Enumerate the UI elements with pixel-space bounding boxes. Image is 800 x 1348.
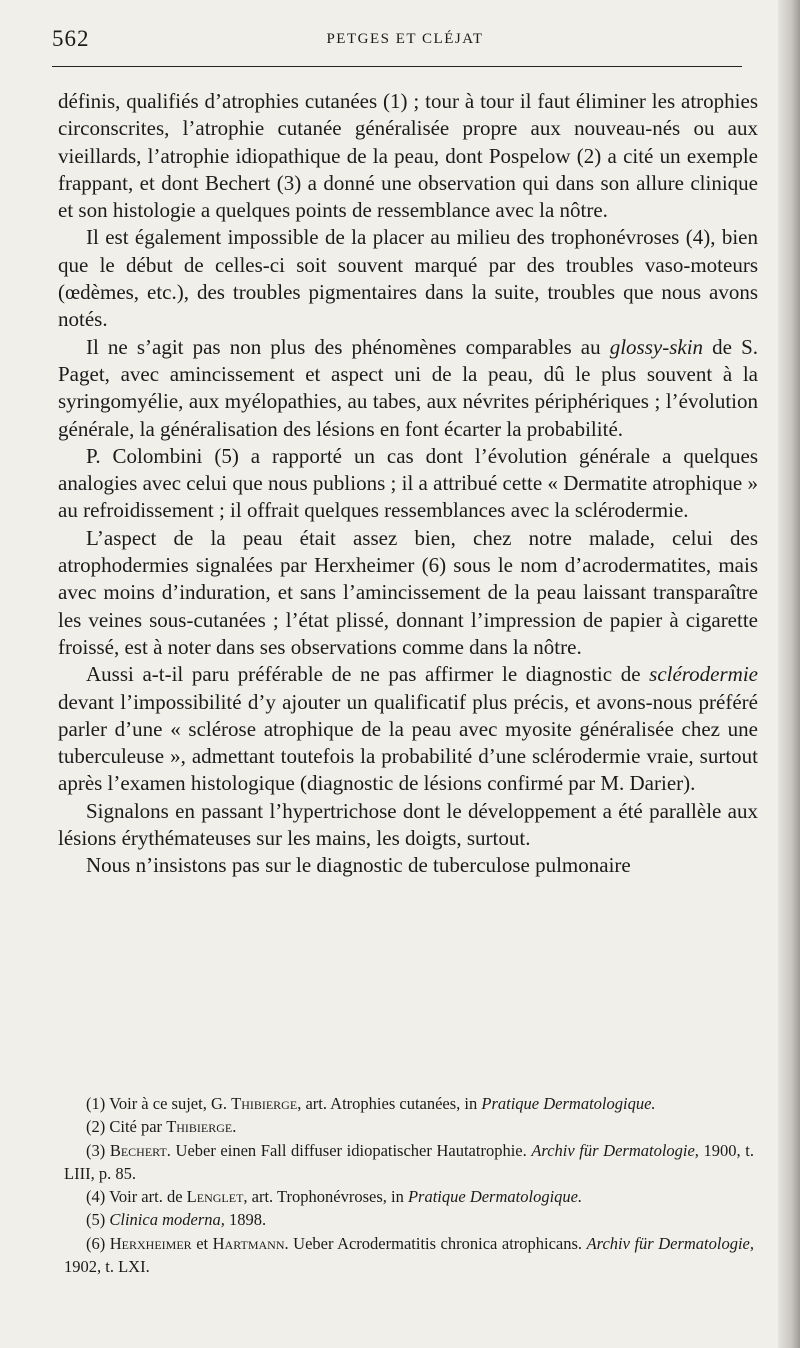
paragraph: Il ne s’agit pas non plus des phénomènes comparables au glossy-skin de S. Paget, avec amincissement et aspect uni de la peau, dû le plus souvent à la syringomyélie, aux myélopathies, au tabes, aux névrites périphériques ; l’évolution générale, la généralisation des lésions en font écarter la probabilité.	[58, 334, 758, 441]
footnote: (6) Herxheimer et Hartmann. Ueber Acrodermatitis chronica atrophicans. Archiv für Dermatologie, 1902, t. LXI.	[64, 1233, 754, 1277]
running-title: PETGES ET CLÉJAT	[326, 31, 484, 47]
footnote: (4) Voir art. de Lenglet, art. Trophonévroses, in Pratique Dermatologique.	[86, 1187, 583, 1207]
paragraph: L’aspect de la peau était assez bien, chez notre malade, celui des atrophodermies signalées par Herxheimer (6) sous le nom d’acrodermatites, mais avec moins d’induration, et sans l’amincissement de la peau laissant transparaître les veines sous-cutanées ; l’état plissé, donnant l’impression de papier à cigarette froissé, est à noter dans ses observations comme dans la nôtre.	[58, 525, 758, 659]
body-text	[58, 88, 758, 880]
footnote: (5) Clinica moderna, 1898.	[86, 1210, 267, 1230]
paragraph: Il est également impossible de la placer au milieu des trophonévroses (4), bien que le début de celles-ci soit souvent marqué par des troubles vaso-moteurs (œdèmes, etc.), des troubles pigmentaires dans la suite, troubles que nous avons notés.	[58, 225, 758, 332]
footnotes	[64, 1092, 754, 1278]
paragraph: P. Colombini (5) a rapporté un cas dont l’évolution générale a quelques analogies avec celui que nous publions ; il a attribué cette « Dermatite atrophique » au refroidissement ; il offrait quelques ressemblances avec la sclérodermie.	[58, 443, 758, 523]
footnote: (2) Cité par Thibierge.	[86, 1117, 237, 1137]
footnote: (1) Voir à ce sujet, G. Thibierge, art. Atrophies cutanées, in Pratique Dermatologique.	[86, 1094, 656, 1113]
paragraph: Signalons en passant l’hypertrichose dont le développement a été parallèle aux lésions érythémateuses sur les mains, les doigts, surtout.	[58, 798, 758, 851]
paragraph: Aussi a-t-il paru préférable de ne pas affirmer le diagnostic de sclérodermie devant l’impossibilité d’y ajouter un qualificatif plus précis, et avons-nous préféré parler d’une « sclérose atrophique de la peau avec myosite généralisée chez une tuberculeuse », admettant toutefois la probabilité d’une sclérodermie vraie, surtout après l’examen histologique (diagnostic de lésions confirmé par M. Darier).	[58, 662, 758, 796]
header-rule	[52, 66, 742, 67]
page-number: 562	[52, 26, 90, 51]
page-edge-shadow	[778, 0, 800, 1348]
page-header	[52, 26, 758, 56]
paragraph: Nous n’insistons pas sur le diagnostic de tuberculose pulmonaire	[86, 853, 631, 878]
footnote: (3) Bechert. Ueber einen Fall diffuser idiopatischer Hautatrophie. Archiv für Dermatologie, 1900, t. LIII, p. 85.	[64, 1140, 754, 1183]
paragraph: définis, qualifiés d’atrophies cutanées (1) ; tour à tour il faut éliminer les atrophies circonscrites, l’atrophie cutanée généralisée propre aux nouveau-nés ou aux vieillards, l’atrophie idiopathique de la peau, dont Pospelow (2) a cité un exemple frappant, et dont Bechert (3) a donné une observation qui dans son allure clinique et son histologie a quelques points de ressemblance avec la nôtre.	[58, 89, 758, 223]
